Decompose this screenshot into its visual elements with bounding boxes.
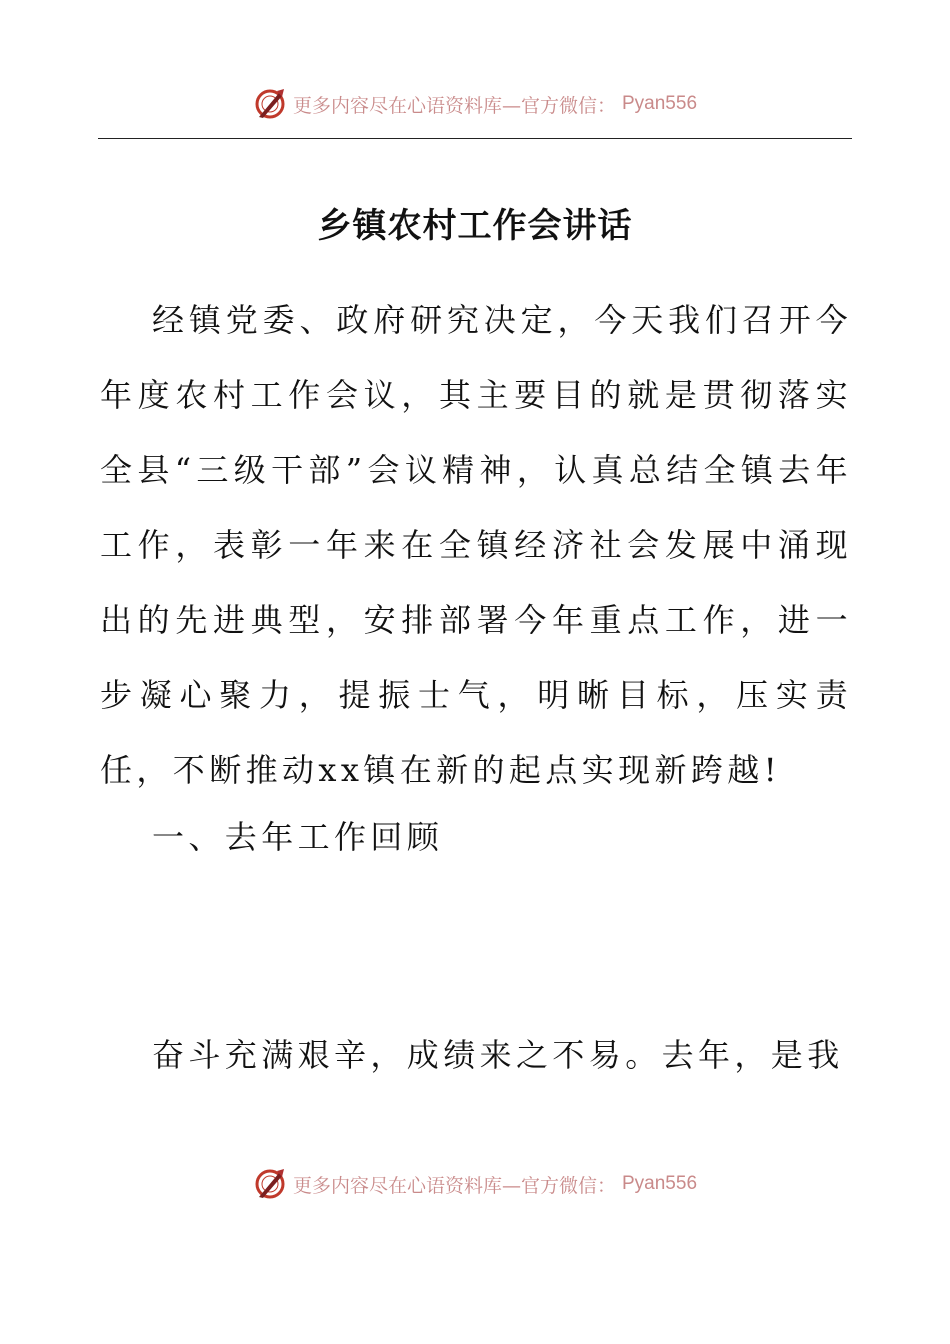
page-title: 乡镇农村工作会讲话 [317, 206, 633, 246]
quill-logo-icon [253, 87, 287, 121]
paragraph-intro: 经镇党委、政府研究决定，今天我们召开今年度农村工作会议，其主要目的就是贯彻落实全县“三级干部”会议精神，认真总结全镇去年工作，表彰一年来在全镇经济社会发展中涌现出的先进典型，安排部署今年重点工作，进一步凝心聚力，提振士气，明晰目标，压实责任，不断推动xx镇在新的起点实现新跨越! [100, 301, 852, 789]
banner-text: 更多内容尽在心语资料库—官方微信： [292, 1174, 616, 1197]
paragraph-review: 奋斗充满艰辛，成绩来之不易。去年，是我 [152, 1036, 844, 1074]
quill-logo-icon [253, 1167, 287, 1201]
banner-text: 更多内容尽在心语资料库—官方微信： [292, 94, 616, 117]
banner-content [253, 87, 697, 121]
header-banner [0, 82, 950, 126]
banner-content [253, 1167, 697, 1201]
banner-wechat-id: Pyan556 [622, 1173, 698, 1194]
section-heading: 一、去年工作回顾 [152, 818, 444, 856]
banner-wechat-id: Pyan556 [622, 93, 698, 114]
header-divider [98, 138, 852, 139]
footer-banner [0, 1162, 950, 1206]
